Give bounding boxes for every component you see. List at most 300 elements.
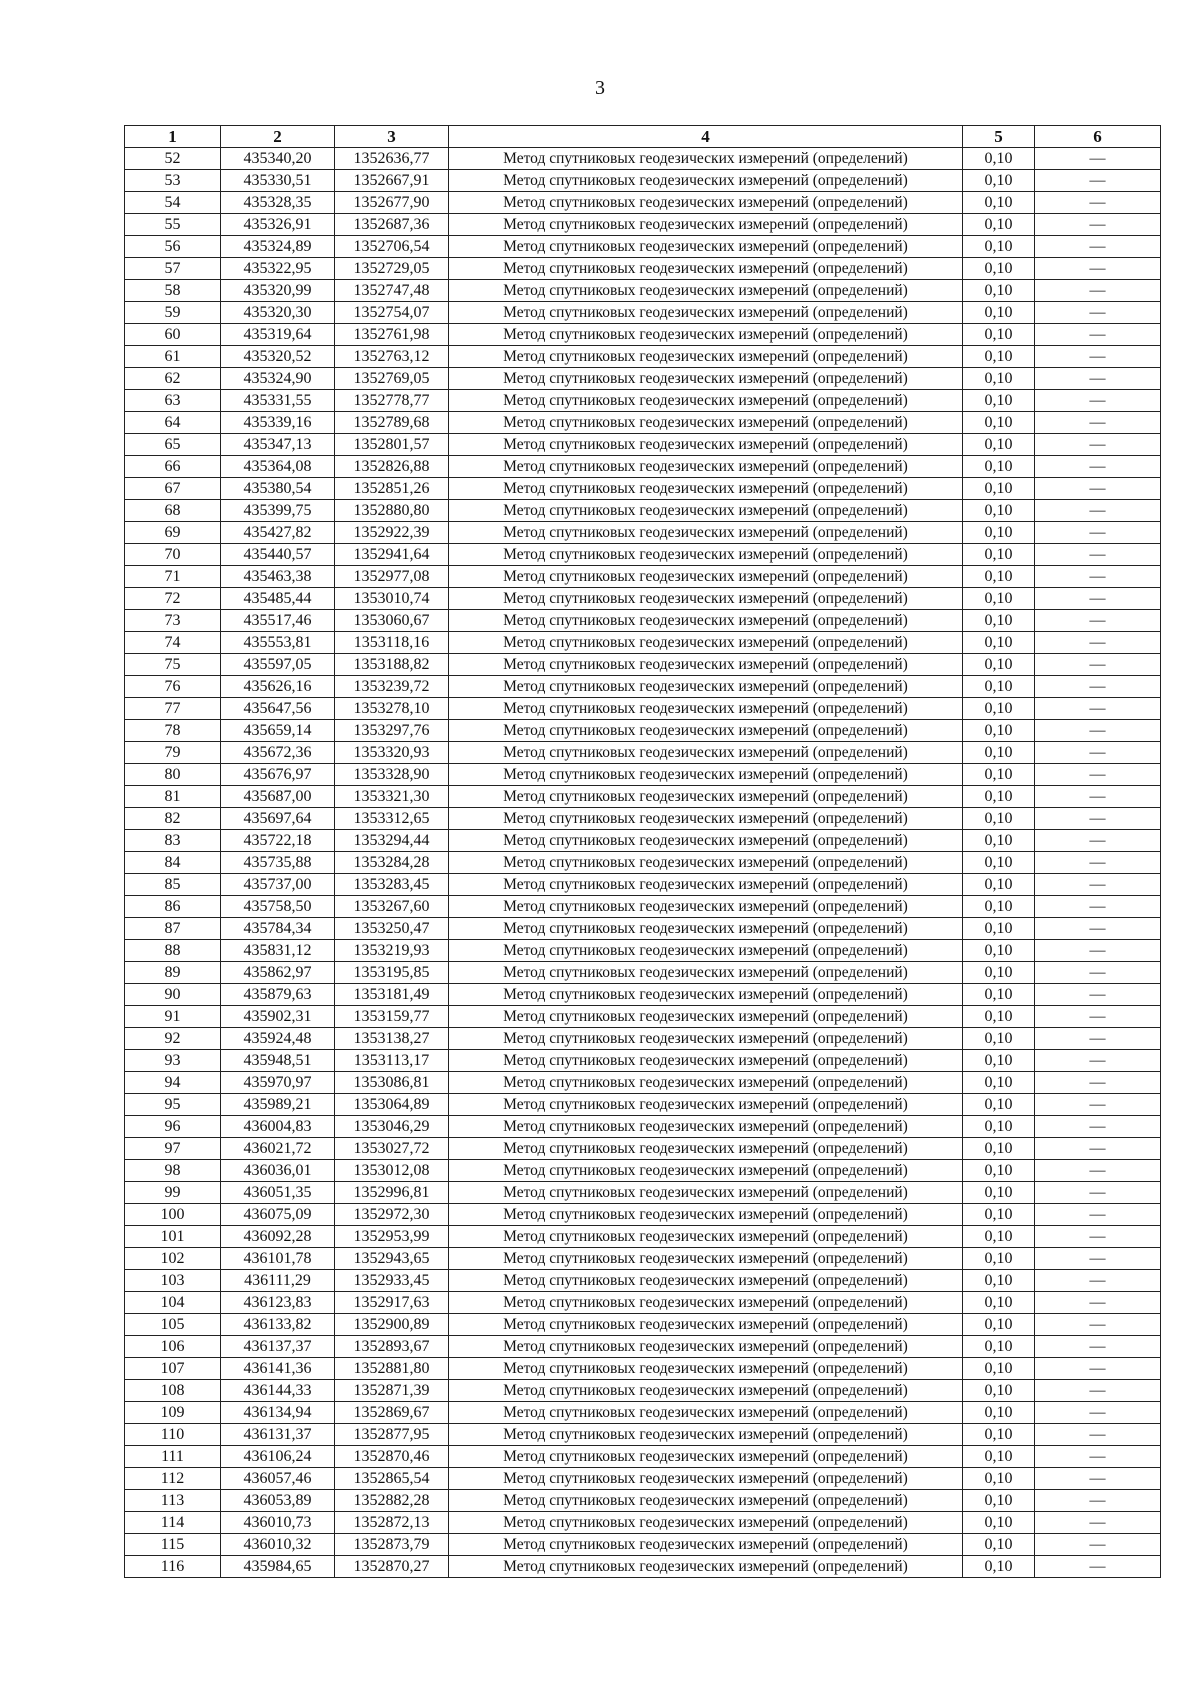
accuracy-cell: 0,10 — [963, 1336, 1035, 1358]
description-cell: — — [1035, 1226, 1161, 1248]
point-number-cell: 95 — [125, 1094, 221, 1116]
y-coordinate-cell: 1353267,60 — [335, 896, 449, 918]
table-row — [125, 478, 1161, 500]
description-cell: — — [1035, 1138, 1161, 1160]
method-cell: Метод спутниковых геодезических измерений (определений) — [449, 478, 963, 500]
table-row — [125, 764, 1161, 786]
method-cell: Метод спутниковых геодезических измерений (определений) — [449, 1116, 963, 1138]
accuracy-cell: 0,10 — [963, 918, 1035, 940]
point-number-cell: 102 — [125, 1248, 221, 1270]
method-cell: Метод спутниковых геодезических измерений (определений) — [449, 654, 963, 676]
accuracy-cell: 0,10 — [963, 1028, 1035, 1050]
x-coordinate-cell: 435324,89 — [221, 236, 335, 258]
accuracy-cell: 0,10 — [963, 1094, 1035, 1116]
point-number-cell: 61 — [125, 346, 221, 368]
table-row — [125, 280, 1161, 302]
method-cell: Метод спутниковых геодезических измерений (определений) — [449, 1292, 963, 1314]
table-row — [125, 148, 1161, 170]
description-cell: — — [1035, 258, 1161, 280]
method-cell: Метод спутниковых геодезических измерений (определений) — [449, 1512, 963, 1534]
description-cell: — — [1035, 434, 1161, 456]
point-number-cell: 115 — [125, 1534, 221, 1556]
x-coordinate-cell: 435924,48 — [221, 1028, 335, 1050]
x-coordinate-cell: 435485,44 — [221, 588, 335, 610]
x-coordinate-cell: 435440,57 — [221, 544, 335, 566]
method-cell: Метод спутниковых геодезических измерений (определений) — [449, 632, 963, 654]
accuracy-cell: 0,10 — [963, 1072, 1035, 1094]
accuracy-cell: 0,10 — [963, 1468, 1035, 1490]
table-row — [125, 170, 1161, 192]
y-coordinate-cell: 1352877,95 — [335, 1424, 449, 1446]
method-cell: Метод спутниковых геодезических измерений (определений) — [449, 1204, 963, 1226]
accuracy-cell: 0,10 — [963, 1204, 1035, 1226]
x-coordinate-cell: 435758,50 — [221, 896, 335, 918]
method-cell: Метод спутниковых геодезических измерений (определений) — [449, 1468, 963, 1490]
point-number-cell: 57 — [125, 258, 221, 280]
x-coordinate-cell: 435984,65 — [221, 1556, 335, 1578]
point-number-cell: 89 — [125, 962, 221, 984]
y-coordinate-cell: 1352873,79 — [335, 1534, 449, 1556]
method-cell: Метод спутниковых геодезических измерений (определений) — [449, 434, 963, 456]
description-cell: — — [1035, 830, 1161, 852]
table-row — [125, 852, 1161, 874]
method-cell: Метод спутниковых геодезических измерений (определений) — [449, 456, 963, 478]
x-coordinate-cell: 435331,55 — [221, 390, 335, 412]
description-cell: — — [1035, 1182, 1161, 1204]
method-cell: Метод спутниковых геодезических измерений (определений) — [449, 896, 963, 918]
x-coordinate-cell: 435347,13 — [221, 434, 335, 456]
y-coordinate-cell: 1353284,28 — [335, 852, 449, 874]
x-coordinate-cell: 436131,37 — [221, 1424, 335, 1446]
description-cell: — — [1035, 654, 1161, 676]
method-cell: Метод спутниковых геодезических измерений (определений) — [449, 1380, 963, 1402]
point-number-cell: 79 — [125, 742, 221, 764]
coordinates-table — [124, 125, 1161, 1578]
x-coordinate-cell: 435427,82 — [221, 522, 335, 544]
accuracy-cell: 0,10 — [963, 1160, 1035, 1182]
method-cell: Метод спутниковых геодезических измерений (определений) — [449, 1534, 963, 1556]
x-coordinate-cell: 436134,94 — [221, 1402, 335, 1424]
table-row — [125, 390, 1161, 412]
y-coordinate-cell: 1352880,80 — [335, 500, 449, 522]
x-coordinate-cell: 435659,14 — [221, 720, 335, 742]
y-coordinate-cell: 1352900,89 — [335, 1314, 449, 1336]
x-coordinate-cell: 435722,18 — [221, 830, 335, 852]
x-coordinate-cell: 436101,78 — [221, 1248, 335, 1270]
accuracy-cell: 0,10 — [963, 1512, 1035, 1534]
point-number-cell: 80 — [125, 764, 221, 786]
accuracy-cell: 0,10 — [963, 390, 1035, 412]
point-number-cell: 109 — [125, 1402, 221, 1424]
y-coordinate-cell: 1352667,91 — [335, 170, 449, 192]
point-number-cell: 73 — [125, 610, 221, 632]
x-coordinate-cell: 435989,21 — [221, 1094, 335, 1116]
x-coordinate-cell: 435879,63 — [221, 984, 335, 1006]
description-cell: — — [1035, 390, 1161, 412]
method-cell: Метод спутниковых геодезических измерений (определений) — [449, 236, 963, 258]
accuracy-cell: 0,10 — [963, 698, 1035, 720]
point-number-cell: 111 — [125, 1446, 221, 1468]
accuracy-cell: 0,10 — [963, 478, 1035, 500]
description-cell: — — [1035, 302, 1161, 324]
description-cell: — — [1035, 478, 1161, 500]
point-number-cell: 85 — [125, 874, 221, 896]
accuracy-cell: 0,10 — [963, 1116, 1035, 1138]
x-coordinate-cell: 435328,35 — [221, 192, 335, 214]
method-cell: Метод спутниковых геодезических измерений (определений) — [449, 566, 963, 588]
point-number-cell: 116 — [125, 1556, 221, 1578]
point-number-cell: 56 — [125, 236, 221, 258]
method-cell: Метод спутниковых геодезических измерений (определений) — [449, 1138, 963, 1160]
description-cell: — — [1035, 632, 1161, 654]
point-number-cell: 90 — [125, 984, 221, 1006]
point-number-cell: 108 — [125, 1380, 221, 1402]
accuracy-cell: 0,10 — [963, 302, 1035, 324]
page-number: 3 — [595, 77, 605, 99]
table-row — [125, 1204, 1161, 1226]
method-cell: Метод спутниковых геодезических измерений (определений) — [449, 302, 963, 324]
y-coordinate-cell: 1353297,76 — [335, 720, 449, 742]
table-row — [125, 1358, 1161, 1380]
point-number-cell: 100 — [125, 1204, 221, 1226]
x-coordinate-cell: 435320,30 — [221, 302, 335, 324]
x-coordinate-cell: 435517,46 — [221, 610, 335, 632]
description-cell: — — [1035, 742, 1161, 764]
table-row — [125, 1050, 1161, 1072]
point-number-cell: 67 — [125, 478, 221, 500]
accuracy-cell: 0,10 — [963, 764, 1035, 786]
table-row — [125, 324, 1161, 346]
method-cell: Метод спутниковых геодезических измерений (определений) — [449, 1050, 963, 1072]
accuracy-cell: 0,10 — [963, 544, 1035, 566]
description-cell: — — [1035, 412, 1161, 434]
accuracy-cell: 0,10 — [963, 170, 1035, 192]
method-cell: Метод спутниковых геодезических измерений (определений) — [449, 280, 963, 302]
method-cell: Метод спутниковых геодезических измерений (определений) — [449, 522, 963, 544]
y-coordinate-cell: 1352972,30 — [335, 1204, 449, 1226]
point-number-cell: 78 — [125, 720, 221, 742]
accuracy-cell: 0,10 — [963, 434, 1035, 456]
accuracy-cell: 0,10 — [963, 280, 1035, 302]
column-header-accuracy: 5 — [963, 126, 1035, 148]
description-cell: — — [1035, 324, 1161, 346]
x-coordinate-cell: 435831,12 — [221, 940, 335, 962]
table-row — [125, 1512, 1161, 1534]
table-row — [125, 786, 1161, 808]
point-number-cell: 98 — [125, 1160, 221, 1182]
accuracy-cell: 0,10 — [963, 1182, 1035, 1204]
description-cell: — — [1035, 192, 1161, 214]
column-header-description: 6 — [1035, 126, 1161, 148]
point-number-cell: 104 — [125, 1292, 221, 1314]
point-number-cell: 53 — [125, 170, 221, 192]
y-coordinate-cell: 1353138,27 — [335, 1028, 449, 1050]
method-cell: Метод спутниковых геодезических измерений (определений) — [449, 346, 963, 368]
method-cell: Метод спутниковых геодезических измерений (определений) — [449, 852, 963, 874]
y-coordinate-cell: 1352922,39 — [335, 522, 449, 544]
table-row — [125, 610, 1161, 632]
x-coordinate-cell: 435737,00 — [221, 874, 335, 896]
table-row — [125, 1028, 1161, 1050]
method-cell: Метод спутниковых геодезических измерений (определений) — [449, 1314, 963, 1336]
y-coordinate-cell: 1352941,64 — [335, 544, 449, 566]
accuracy-cell: 0,10 — [963, 896, 1035, 918]
method-cell: Метод спутниковых геодезических измерений (определений) — [449, 764, 963, 786]
table-row — [125, 1160, 1161, 1182]
table-row — [125, 1446, 1161, 1468]
description-cell: — — [1035, 852, 1161, 874]
description-cell: — — [1035, 1116, 1161, 1138]
x-coordinate-cell: 435676,97 — [221, 764, 335, 786]
method-cell: Метод спутниковых геодезических измерений (определений) — [449, 1072, 963, 1094]
table-row — [125, 1468, 1161, 1490]
x-coordinate-cell: 436010,32 — [221, 1534, 335, 1556]
x-coordinate-cell: 435324,90 — [221, 368, 335, 390]
method-cell: Метод спутниковых геодезических измерений (определений) — [449, 918, 963, 940]
x-coordinate-cell: 435380,54 — [221, 478, 335, 500]
method-cell: Метод спутниковых геодезических измерений (определений) — [449, 1402, 963, 1424]
description-cell: — — [1035, 874, 1161, 896]
column-header-method: 4 — [449, 126, 963, 148]
point-number-cell: 74 — [125, 632, 221, 654]
description-cell: — — [1035, 962, 1161, 984]
table-row — [125, 258, 1161, 280]
description-cell: — — [1035, 1380, 1161, 1402]
y-coordinate-cell: 1352826,88 — [335, 456, 449, 478]
method-cell: Метод спутниковых геодезических измерений (определений) — [449, 1424, 963, 1446]
accuracy-cell: 0,10 — [963, 1446, 1035, 1468]
point-number-cell: 70 — [125, 544, 221, 566]
y-coordinate-cell: 1352763,12 — [335, 346, 449, 368]
method-cell: Метод спутниковых геодезических измерений (определений) — [449, 1006, 963, 1028]
table-row — [125, 1006, 1161, 1028]
table-row — [125, 874, 1161, 896]
point-number-cell: 68 — [125, 500, 221, 522]
y-coordinate-cell: 1352933,45 — [335, 1270, 449, 1292]
y-coordinate-cell: 1352917,63 — [335, 1292, 449, 1314]
x-coordinate-cell: 435463,38 — [221, 566, 335, 588]
x-coordinate-cell: 435970,97 — [221, 1072, 335, 1094]
accuracy-cell: 0,10 — [963, 962, 1035, 984]
method-cell: Метод спутниковых геодезических измерений (определений) — [449, 1028, 963, 1050]
point-number-cell: 83 — [125, 830, 221, 852]
point-number-cell: 69 — [125, 522, 221, 544]
method-cell: Метод спутниковых геодезических измерений (определений) — [449, 588, 963, 610]
description-cell: — — [1035, 1402, 1161, 1424]
table-row — [125, 896, 1161, 918]
method-cell: Метод спутниковых геодезических измерений (определений) — [449, 1358, 963, 1380]
method-cell: Метод спутниковых геодезических измерений (определений) — [449, 500, 963, 522]
y-coordinate-cell: 1352882,28 — [335, 1490, 449, 1512]
x-coordinate-cell: 435326,91 — [221, 214, 335, 236]
x-coordinate-cell: 435735,88 — [221, 852, 335, 874]
method-cell: Метод спутниковых геодезических измерений (определений) — [449, 984, 963, 1006]
accuracy-cell: 0,10 — [963, 368, 1035, 390]
point-number-cell: 82 — [125, 808, 221, 830]
method-cell: Метод спутниковых геодезических измерений (определений) — [449, 1248, 963, 1270]
method-cell: Метод спутниковых геодезических измерений (определений) — [449, 1226, 963, 1248]
y-coordinate-cell: 1352996,81 — [335, 1182, 449, 1204]
description-cell: — — [1035, 1490, 1161, 1512]
column-header-point-number: 1 — [125, 126, 221, 148]
x-coordinate-cell: 436036,01 — [221, 1160, 335, 1182]
point-number-cell: 103 — [125, 1270, 221, 1292]
description-cell: — — [1035, 1006, 1161, 1028]
description-cell: — — [1035, 170, 1161, 192]
y-coordinate-cell: 1353060,67 — [335, 610, 449, 632]
point-number-cell: 77 — [125, 698, 221, 720]
point-number-cell: 93 — [125, 1050, 221, 1072]
method-cell: Метод спутниковых геодезических измерений (определений) — [449, 368, 963, 390]
description-cell: — — [1035, 1028, 1161, 1050]
method-cell: Метод спутниковых геодезических измерений (определений) — [449, 214, 963, 236]
x-coordinate-cell: 436133,82 — [221, 1314, 335, 1336]
description-cell: — — [1035, 280, 1161, 302]
accuracy-cell: 0,10 — [963, 1534, 1035, 1556]
x-coordinate-cell: 435330,51 — [221, 170, 335, 192]
y-coordinate-cell: 1353294,44 — [335, 830, 449, 852]
accuracy-cell: 0,10 — [963, 1050, 1035, 1072]
description-cell: — — [1035, 984, 1161, 1006]
description-cell: — — [1035, 698, 1161, 720]
y-coordinate-cell: 1353064,89 — [335, 1094, 449, 1116]
description-cell: — — [1035, 808, 1161, 830]
point-number-cell: 88 — [125, 940, 221, 962]
y-coordinate-cell: 1353328,90 — [335, 764, 449, 786]
table-row — [125, 566, 1161, 588]
point-number-cell: 92 — [125, 1028, 221, 1050]
y-coordinate-cell: 1352761,98 — [335, 324, 449, 346]
y-coordinate-cell: 1352893,67 — [335, 1336, 449, 1358]
accuracy-cell: 0,10 — [963, 588, 1035, 610]
x-coordinate-cell: 436141,36 — [221, 1358, 335, 1380]
accuracy-cell: 0,10 — [963, 1556, 1035, 1578]
y-coordinate-cell: 1353113,17 — [335, 1050, 449, 1072]
point-number-cell: 101 — [125, 1226, 221, 1248]
accuracy-cell: 0,10 — [963, 874, 1035, 896]
y-coordinate-cell: 1352687,36 — [335, 214, 449, 236]
x-coordinate-cell: 435399,75 — [221, 500, 335, 522]
y-coordinate-cell: 1353195,85 — [335, 962, 449, 984]
point-number-cell: 110 — [125, 1424, 221, 1446]
point-number-cell: 96 — [125, 1116, 221, 1138]
point-number-cell: 112 — [125, 1468, 221, 1490]
accuracy-cell: 0,10 — [963, 566, 1035, 588]
table-row — [125, 962, 1161, 984]
table-row — [125, 1248, 1161, 1270]
accuracy-cell: 0,10 — [963, 1248, 1035, 1270]
table-row — [125, 984, 1161, 1006]
method-cell: Метод спутниковых геодезических измерений (определений) — [449, 1270, 963, 1292]
table-row — [125, 192, 1161, 214]
point-number-cell: 62 — [125, 368, 221, 390]
x-coordinate-cell: 435320,99 — [221, 280, 335, 302]
table-row — [125, 808, 1161, 830]
description-cell: — — [1035, 1072, 1161, 1094]
description-cell: — — [1035, 918, 1161, 940]
y-coordinate-cell: 1353046,29 — [335, 1116, 449, 1138]
y-coordinate-cell: 1353010,74 — [335, 588, 449, 610]
description-cell: — — [1035, 236, 1161, 258]
accuracy-cell: 0,10 — [963, 456, 1035, 478]
accuracy-cell: 0,10 — [963, 192, 1035, 214]
accuracy-cell: 0,10 — [963, 1490, 1035, 1512]
x-coordinate-cell: 435862,97 — [221, 962, 335, 984]
method-cell: Метод спутниковых геодезических измерений (определений) — [449, 324, 963, 346]
x-coordinate-cell: 436106,24 — [221, 1446, 335, 1468]
x-coordinate-cell: 435697,64 — [221, 808, 335, 830]
description-cell: — — [1035, 720, 1161, 742]
accuracy-cell: 0,10 — [963, 258, 1035, 280]
description-cell: — — [1035, 896, 1161, 918]
table-row — [125, 346, 1161, 368]
x-coordinate-cell: 435339,16 — [221, 412, 335, 434]
table-row — [125, 1314, 1161, 1336]
table-row — [125, 1226, 1161, 1248]
accuracy-cell: 0,10 — [963, 786, 1035, 808]
y-coordinate-cell: 1352977,08 — [335, 566, 449, 588]
y-coordinate-cell: 1352871,39 — [335, 1380, 449, 1402]
description-cell: — — [1035, 544, 1161, 566]
y-coordinate-cell: 1352789,68 — [335, 412, 449, 434]
table-body — [125, 148, 1161, 1578]
table-row — [125, 1534, 1161, 1556]
accuracy-cell: 0,10 — [963, 742, 1035, 764]
description-cell: — — [1035, 522, 1161, 544]
table-row — [125, 434, 1161, 456]
point-number-cell: 105 — [125, 1314, 221, 1336]
description-cell: — — [1035, 1292, 1161, 1314]
description-cell: — — [1035, 764, 1161, 786]
table-row — [125, 654, 1161, 676]
table-row — [125, 1402, 1161, 1424]
description-cell: — — [1035, 148, 1161, 170]
table-row — [125, 412, 1161, 434]
y-coordinate-cell: 1353321,30 — [335, 786, 449, 808]
y-coordinate-cell: 1352865,54 — [335, 1468, 449, 1490]
point-number-cell: 84 — [125, 852, 221, 874]
column-header-x: 2 — [221, 126, 335, 148]
table-row — [125, 1138, 1161, 1160]
description-cell: — — [1035, 1050, 1161, 1072]
description-cell: — — [1035, 1270, 1161, 1292]
method-cell: Метод спутниковых геодезических измерений (определений) — [449, 1490, 963, 1512]
accuracy-cell: 0,10 — [963, 1424, 1035, 1446]
x-coordinate-cell: 435784,34 — [221, 918, 335, 940]
description-cell: — — [1035, 1094, 1161, 1116]
point-number-cell: 52 — [125, 148, 221, 170]
method-cell: Метод спутниковых геодезических измерений (определений) — [449, 786, 963, 808]
description-cell: — — [1035, 500, 1161, 522]
table-row — [125, 1292, 1161, 1314]
method-cell: Метод спутниковых геодезических измерений (определений) — [449, 1094, 963, 1116]
x-coordinate-cell: 435322,95 — [221, 258, 335, 280]
x-coordinate-cell: 435687,00 — [221, 786, 335, 808]
description-cell: — — [1035, 1424, 1161, 1446]
x-coordinate-cell: 436004,83 — [221, 1116, 335, 1138]
description-cell: — — [1035, 1248, 1161, 1270]
method-cell: Метод спутниковых геодезических измерений (определений) — [449, 698, 963, 720]
table-header-row — [125, 126, 1161, 148]
point-number-cell: 94 — [125, 1072, 221, 1094]
x-coordinate-cell: 436053,89 — [221, 1490, 335, 1512]
table-row — [125, 1094, 1161, 1116]
accuracy-cell: 0,10 — [963, 1402, 1035, 1424]
x-coordinate-cell: 435364,08 — [221, 456, 335, 478]
y-coordinate-cell: 1353250,47 — [335, 918, 449, 940]
x-coordinate-cell: 436144,33 — [221, 1380, 335, 1402]
x-coordinate-cell: 435948,51 — [221, 1050, 335, 1072]
